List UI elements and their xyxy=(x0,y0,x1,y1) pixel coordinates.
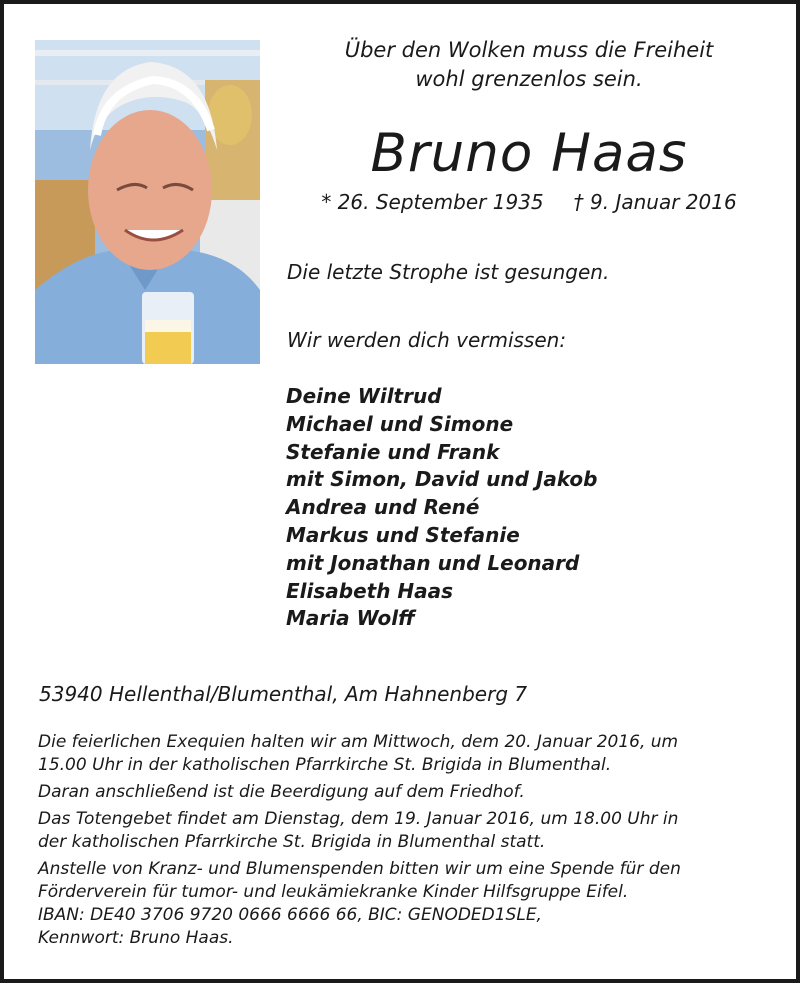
text-line: Das Totengebet findet am Dienstag, dem 19. Januar 2016, um 18.00 Uhr in xyxy=(38,809,679,829)
motto xyxy=(274,36,784,94)
signer: Andrea und René xyxy=(286,495,480,520)
death-date: † 9. Januar 2016 xyxy=(573,190,737,214)
portrait-photo xyxy=(35,40,260,364)
missing-line: Wir werden dich vermissen: xyxy=(287,328,567,352)
text-line: Förderverein für tumor- und leukämiekranke Kinder Hilfsgruppe Eifel. xyxy=(38,882,629,902)
signers-list xyxy=(286,383,597,633)
signer: Markus und Stefanie xyxy=(286,522,520,547)
text-line: 15.00 Uhr in der katholischen Pfarrkirche St. Brigida in Blumenthal. xyxy=(38,755,612,775)
text-line: Anstelle von Kranz- und Blumenspenden bitten wir um eine Spende für den xyxy=(38,859,681,879)
signer: mit Simon, David und Jakob xyxy=(286,467,598,492)
signer: Maria Wolff xyxy=(286,606,415,631)
deceased-name: Bruno Haas xyxy=(370,123,688,184)
text-line: Kennwort: Bruno Haas. xyxy=(38,928,234,948)
prayer-paragraph xyxy=(38,808,778,854)
funeral-details xyxy=(38,731,778,950)
signer: Elisabeth Haas xyxy=(286,578,454,603)
birth-date: * 26. September 1935 xyxy=(321,190,544,214)
text-line: der katholischen Pfarrkirche St. Brigida in Blumenthal statt. xyxy=(38,832,546,852)
signer: Stefanie und Frank xyxy=(286,439,500,464)
exequien-paragraph xyxy=(38,731,778,777)
donation-paragraph xyxy=(38,858,778,950)
motto-line-2: wohl grenzenlos sein. xyxy=(415,67,643,91)
life-dates xyxy=(274,188,784,216)
burial-paragraph: Daran anschließend ist die Beerdigung auf dem Friedhof. xyxy=(38,782,525,802)
signer: mit Jonathan und Leonard xyxy=(286,550,580,575)
motto-line-1: Über den Wolken muss die Freiheit xyxy=(344,38,714,62)
signer: Michael und Simone xyxy=(286,411,514,436)
signer: Deine Wiltrud xyxy=(286,384,442,408)
address: 53940 Hellenthal/Blumenthal, Am Hahnenberg 7 xyxy=(39,682,528,706)
iban-line: IBAN: DE40 3706 9720 0666 6666 66, BIC: GENODED1SLE, xyxy=(38,905,542,925)
strophe-line: Die letzte Strophe ist gesungen. xyxy=(287,260,610,284)
text-line: Die feierlichen Exequien halten wir am Mittwoch, dem 20. Januar 2016, um xyxy=(38,732,679,752)
